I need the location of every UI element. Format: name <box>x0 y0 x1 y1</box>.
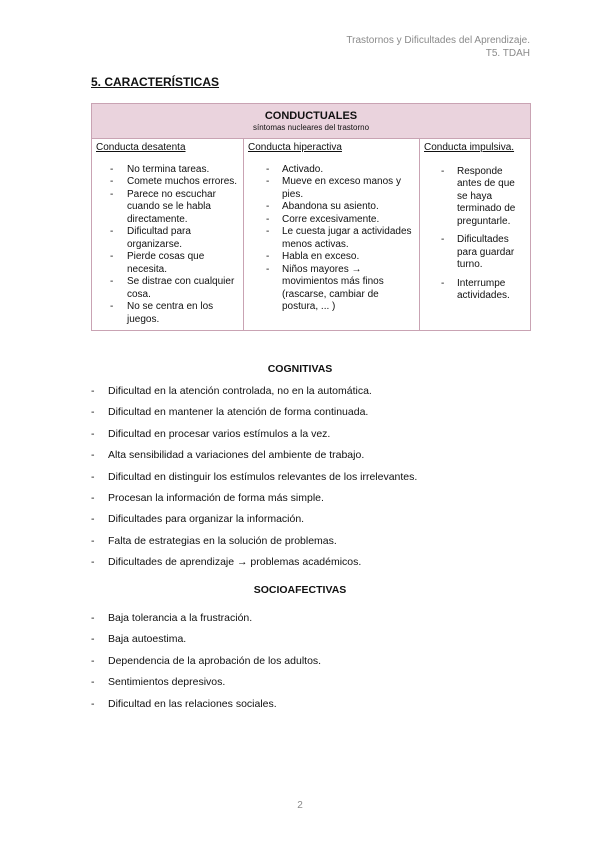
list-item: - Responde antes de que se haya terminado de preguntarle. <box>424 166 526 229</box>
list-item: - Dificultades de aprendizaje → problemas académicos. <box>91 556 417 577</box>
conductuales-table <box>91 103 531 331</box>
list-item: - No termina tareas. <box>96 164 239 177</box>
list-item: - Corre excesivamente. <box>248 214 415 227</box>
list-item: - Procesan la información de forma más simple. <box>91 492 417 513</box>
list-item: - Dependencia de la aprobación de los adultos. <box>91 655 321 676</box>
list-item: - Interrumpe actividades. <box>424 278 526 303</box>
list-item: - Niños mayores → movimientos más finos (rascarse, cambiar de postura, ... ) <box>248 264 415 314</box>
list-item: - Habla en exceso. <box>248 251 415 264</box>
running-header <box>346 34 530 60</box>
table-subtitle: síntomas nucleares del trastorno <box>252 123 370 132</box>
column-impulsiva <box>419 139 530 330</box>
list-item: - Alta sensibilidad a variaciones del ambiente de trabajo. <box>91 449 417 470</box>
list-item: - Dificultad para organizarse. <box>96 226 239 251</box>
page-number: 2 <box>297 800 303 811</box>
list-item: - Dificultades para organizar la información. <box>91 513 417 534</box>
list-item: - Dificultad en la atención controlada, no en la automática. <box>91 385 417 406</box>
list-item: - Dificultad en distinguir los estímulos relevantes de los irrelevantes. <box>91 471 417 492</box>
list-item: - Dificultades para guardar turno. <box>424 234 526 272</box>
section-title: 5. CARACTERÍSTICAS <box>91 75 220 89</box>
cognitivas-list <box>91 385 417 578</box>
table-title: CONDUCTUALES <box>264 110 358 122</box>
cognitivas-title: COGNITIVAS <box>267 363 333 375</box>
list-item: - Sentimientos depresivos. <box>91 676 321 697</box>
list-item: - Abandona su asiento. <box>248 201 415 214</box>
list-item: - Baja autoestima. <box>91 633 321 654</box>
list-item: - Se distrae con cualquier cosa. <box>96 276 239 301</box>
list-item: - Pierde cosas que necesita. <box>96 251 239 276</box>
list-item: - Baja tolerancia a la frustración. <box>91 612 321 633</box>
list-item: - Activado. <box>248 164 415 177</box>
column-hiperactiva <box>243 139 419 330</box>
list-item: - Mueve en exceso manos y pies. <box>248 176 415 201</box>
list-item: - Parece no escuchar cuando se le habla directamente. <box>96 189 239 227</box>
table-header <box>92 104 530 139</box>
list-item: - Dificultad en mantener la atención de forma continuada. <box>91 406 417 427</box>
column-desatenta <box>92 139 243 330</box>
column-title: Conducta hiperactiva <box>248 142 342 153</box>
header-course-title: Trastornos y Dificultades del Aprendizaje. <box>346 35 530 46</box>
column-title: Conducta impulsiva. <box>424 142 515 153</box>
socioafectivas-list <box>91 612 321 719</box>
header-topic: T5. TDAH <box>485 48 530 59</box>
list-item: - No se centra en los juegos. <box>96 301 239 326</box>
list-item: - Dificultad en procesar varios estímulos a la vez. <box>91 428 417 449</box>
list-item: - Comete muchos errores. <box>96 176 239 189</box>
list-item: - Dificultad en las relaciones sociales. <box>91 698 321 719</box>
column-title: Conducta desatenta <box>96 142 186 153</box>
socioafectivas-title: SOCIOAFECTIVAS <box>253 584 347 596</box>
list-item: - Le cuesta jugar a actividades menos activas. <box>248 226 415 251</box>
list-item: - Falta de estrategias en la solución de problemas. <box>91 535 417 556</box>
